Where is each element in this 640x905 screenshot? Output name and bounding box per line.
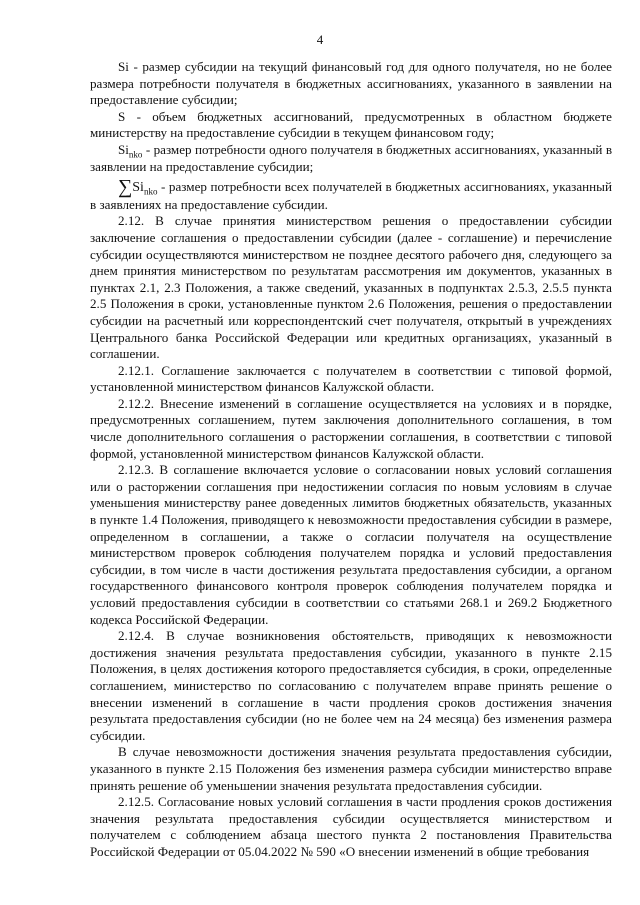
definition-text: - размер потребности одного получателя в бюджетных ассигнованиях, указанный в заявлении на предоставление субсидии; <box>90 141 612 174</box>
page-number: 4 <box>316 32 324 47</box>
paragraph-2-12-4-continued: В случае невозможности достижения значения результата предоставления субсидии, указанного в пункте 2.15 Положения без изменения размера субсидии министерство вправе принять решение об уменьшении значения результата предоставления субсидии. <box>90 744 612 793</box>
paragraph-sinko-definition <box>90 142 612 175</box>
formula-subscript: nko <box>143 186 158 197</box>
paragraph-si-definition: Si - размер субсидии на текущий финансовый год для одного получателя, но не более размера потребности получателя в бюджетных ассигнованиях, указанного в заявлении на предоставление субсидии; <box>90 59 612 108</box>
formula-subscript: nko <box>128 149 143 160</box>
paragraph-2-12: 2.12. В случае принятия министерством решения о предоставлении субсидии заключение соглашения о предоставлении субсидии (далее - соглашение) и перечисление субсидии осуществляются министерством не позднее десятого рабочего дня, следующего за днем принятия министерством по результатам рассмотрения им документов, указанных в пунктах 2.1, 2.3 Положения, а также сведений, указанных в подпунктах 2.5.3, 2.5.5 пункта 2.5 Положения в сроки, установленные пунктом 2.6 Положения, решения о предоставлении субсидии на расчетный или корреспондентский счет получателя, открытый в учреждениях Центрального банка Российской Федерации или кредитных организациях, указанный в соглашении. <box>90 213 612 362</box>
formula-symbol: Si <box>132 180 144 196</box>
paragraph-2-12-3: 2.12.3. В соглашение включается условие о согласовании новых условий соглашения или о расторжении соглашения при недостижении согласия по новым условиям в случае уменьшения министерству ранее доведенных лимитов бюджетных обязательств, указанных в пункте 1.4 Положения, приводящего к невозможности предоставления субсидии в размере, определенном в соглашении, а также о согласии получателя на осуществление министерством проверок соблюдения получателем порядка и условий предоставления субсидии, в том числе в части достижения результата предоставления субсидии, а органом государственного финансового контроля проверок соблюдения получателем порядка и условий предоставления субсидии в соответствии со статьями 268.1 и 269.2 Бюджетного кодекса Российской Федерации. <box>90 462 612 627</box>
formula-symbol: Si <box>118 141 129 157</box>
sigma-symbol: ∑ <box>118 176 133 199</box>
paragraph-2-12-2: 2.12.2. Внесение изменений в соглашение осуществляется на условиях и в порядке, предусмотренных соглашением, путем заключения дополнительного соглашения, в том числе дополнительного соглашения о расторжении соглашения, в соответствии с типовой формой, установленной министерством финансов Калужской области. <box>90 395 612 461</box>
paragraph-2-12-4: 2.12.4. В случае возникновения обстоятельств, приводящих к невозможности достижения значения результата предоставления субсидии, указанного в пункте 2.15 Положения, в целях достижения которого предоставляется субсидия, в сроки, определенные соглашением, министерство по согласованию с получателем вправе принять решение о внесении изменений в соглашение в части продления сроков достижения значения результата предоставления субсидии (но не более чем на 24 месяца) без изменения размера субсидии. <box>90 628 612 743</box>
paragraph-2-12-5: 2.12.5. Согласование новых условий соглашения в части продления сроков достижения значения результата предоставления субсидии осуществляется министерством и получателем с соблюдением абзаца шестого пункта 2 постановления Правительства Российской Федерации от 05.04.2022 № 590 «О внесении изменений в общие требования <box>90 794 612 859</box>
paragraph-2-12-1: 2.12.1. Соглашение заключается с получателем в соответствии с типовой формой, установленной министерством финансов Калужской области. <box>90 362 612 395</box>
definition-text: - размер потребности всех получателей в бюджетных ассигнованиях, указанный в заявлениях на предоставление субсидии. <box>90 179 612 212</box>
paragraph-s-definition: S - объем бюджетных ассигнований, предусмотренных в областном бюджете министерству на предоставление субсидии в текущем финансовом году; <box>90 108 612 141</box>
paragraph-sum-sinko-definition <box>90 176 612 213</box>
document-body <box>90 59 612 861</box>
